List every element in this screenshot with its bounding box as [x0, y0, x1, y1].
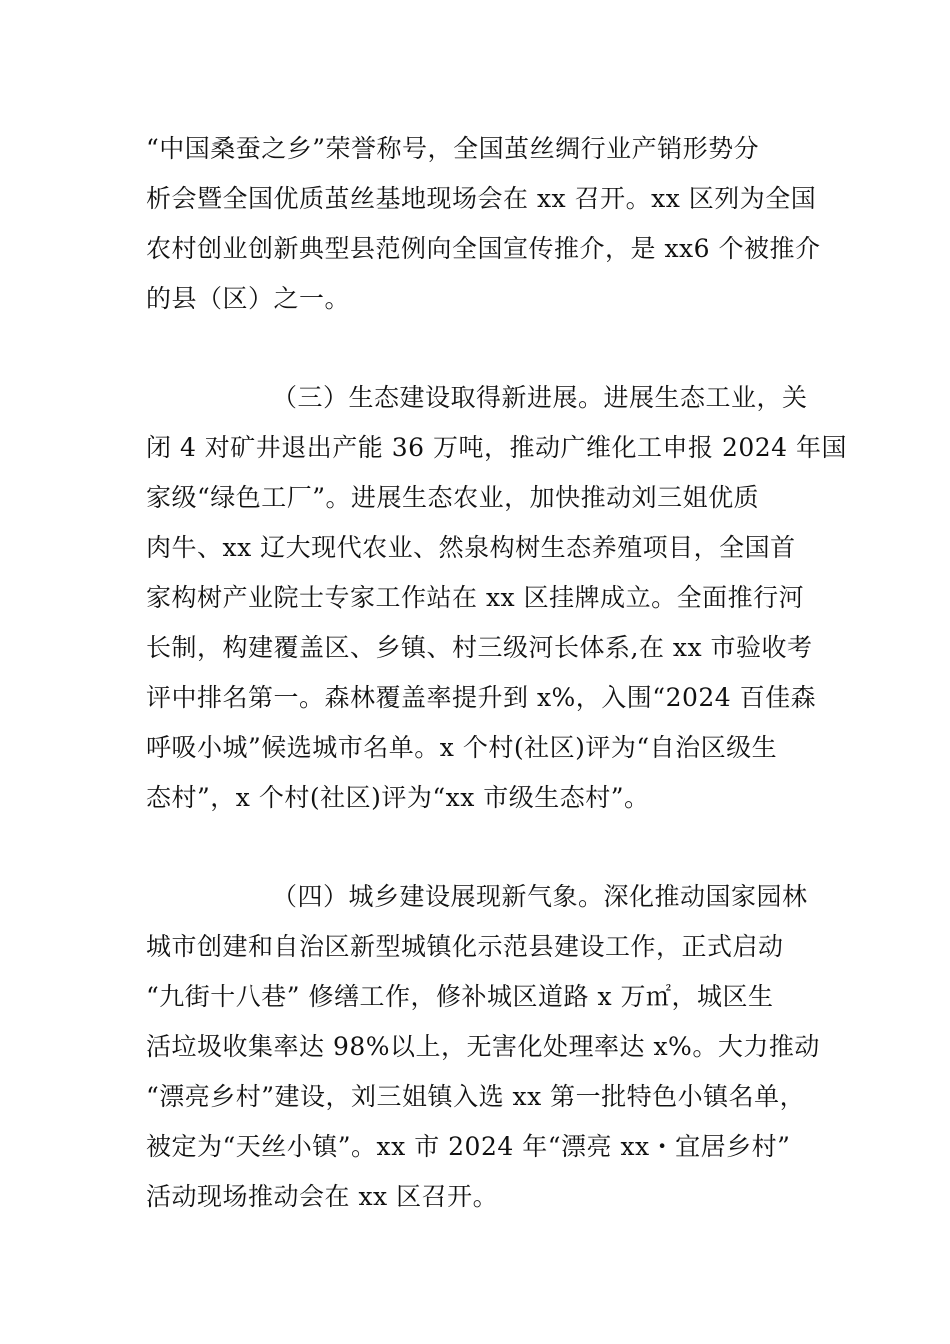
paragraph-3-line-1: （四）城乡建设展现新气象。深化推动国家园林 [272, 882, 808, 911]
paragraph-2-line-8: 呼吸小城”候选城市名单。x 个村(社区)评为“自治区级生 [146, 733, 778, 762]
paragraph-1-line-4: 的县（区）之一。 [146, 284, 351, 313]
paragraph-2-line-4: 肉牛、xx 辽大现代农业、然泉构树生态养殖项目，全国首 [146, 533, 796, 562]
paragraph-3-line-5: “漂亮乡村”建设，刘三姐镇入选 xx 第一批特色小镇名单， [146, 1082, 806, 1111]
paragraph-2-line-5: 家构树产业院士专家工作站在 xx 区挂牌成立。全面推行河 [146, 583, 805, 612]
paragraph-2-line-6: 长制，构建覆盖区、乡镇、村三级河长体系,在 xx 市验收考 [146, 633, 813, 662]
paragraph-1-line-3: 农村创业创新典型县范例向全国宣传推介，是 xx6 个被推介 [146, 234, 821, 263]
paragraph-1-line-2: 析会暨全国优质茧丝基地现场会在 xx 召开。xx 区列为全国 [146, 184, 817, 213]
paragraph-2-line-2: 闭 4 对矿井退出产能 36 万吨，推动广维化工申报 2024 年国 [146, 433, 848, 462]
paragraph-3-line-3: “九街十八巷” 修缮工作，修补城区道路 x 万㎡，城区生 [146, 982, 774, 1011]
paragraph-2-line-7: 评中排名第一。森林覆盖率提升到 x%，入围“2024 百佳森 [146, 683, 817, 712]
paragraph-3-line-2: 城市创建和自治区新型城镇化示范县建设工作，正式启动 [146, 932, 784, 961]
paragraph-1-line-1: “中国桑蚕之乡”荣誉称号，全国茧丝绸行业产销形势分 [146, 134, 760, 163]
paragraph-3-line-7: 活动现场推动会在 xx 区召开。 [146, 1182, 499, 1211]
paragraph-3-line-6: 被定为“天丝小镇”。xx 市 2024 年“漂亮 xx・宜居乡村” [146, 1132, 791, 1161]
paragraph-2-line-3: 家级“绿色工厂”。进展生态农业，加快推动刘三姐优质 [146, 483, 760, 512]
paragraph-3-line-4: 活垃圾收集率达 98%以上，无害化处理率达 x%。大力推动 [146, 1032, 820, 1061]
paragraph-2-line-1: （三）生态建设取得新进展。进展生态工业，关 [272, 383, 808, 412]
paragraph-2-line-9: 态村”，x 个村(社区)评为“xx 市级生态村”。 [146, 783, 650, 812]
